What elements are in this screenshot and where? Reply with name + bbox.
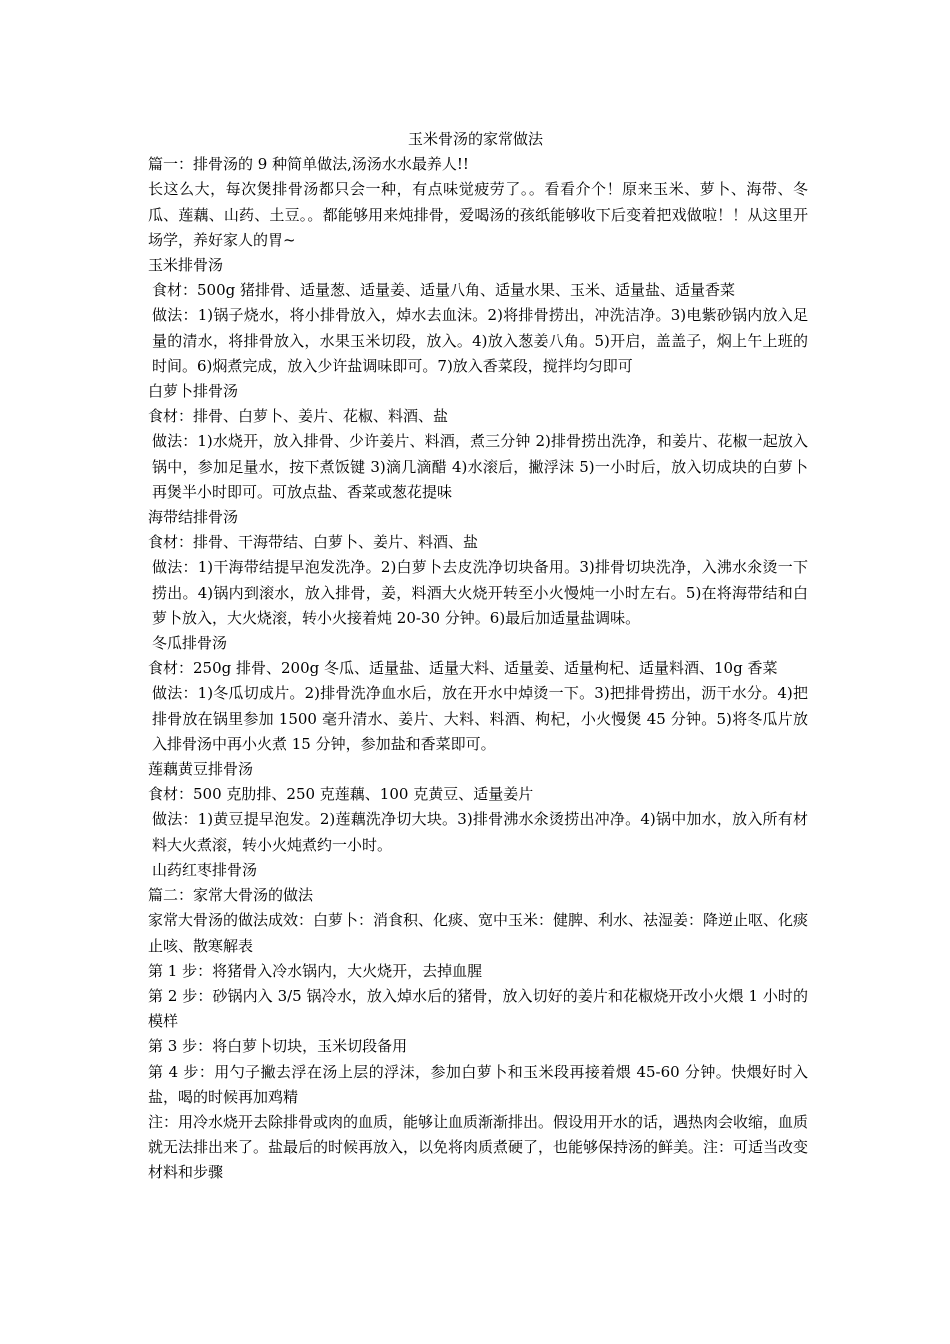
ingredients-lotus: 食材：500 克肋排、250 克莲藕、100 克黄豆、适量姜片 <box>148 785 534 804</box>
method-corn: 做法：1)锅子烧水，将小排骨放入，焯水去血沫。2)将排骨捞出，冲洗洁净。3)电紫砂锅内放入足量的清水，将排骨放入，水果玉米切段，放入。4)放入葱姜八角。5)开启，盖盖子，焖上午上班的时间。6)焖煮完成，放入少许盐调味即可。7)放入香菜段，搅拌均匀即可 <box>152 306 808 375</box>
ingredients-kelp: 食材：排骨、干海带结、白萝卜、姜片、料酒、盐 <box>148 533 479 552</box>
step-2: 第 2 步：砂锅内入 3/5 锅冷水，放入焯水后的猪骨，放入切好的姜片和花椒烧开改小火煨 1 小时的模样 <box>148 986 808 1031</box>
method-wintermelon: 做法：1)冬瓜切成片。2)排骨洗净血水后，放在开水中焯烫一下。3)把排骨捞出，沥干水分。4)把排骨放在锅里参加 1500 毫升清水、姜片、大料、料酒、枸杞，小火慢煲 45 分钟。5)将冬瓜片放入排骨汤中再小火煮 15 分钟，参加盐和香菜即可。 <box>152 684 808 753</box>
ingredients-wintermelon: 食材：250g 排骨、200g 冬瓜、适量盐、适量大料、适量姜、适量枸杞、适量料酒、10g 香菜 <box>148 659 778 678</box>
intro-paragraph: 长这么大，每次煲排骨汤都只会一种，有点味觉疲劳了。。看看介个！原来玉米、萝卜、海带、冬瓜、莲藕、山药、土豆。。都能够用来炖排骨，爱喝汤的孩纸能够收下后变着把戏做啦！！从这里开场学，养好家人的胃~ <box>148 180 808 249</box>
method-lotus: 做法：1)黄豆提早泡发。2)莲藕洗净切大块。3)排骨沸水氽烫捞出冲净。4)锅中加水，放入所有材料大火煮滚，转小火炖煮约一小时。 <box>152 810 808 854</box>
recipe-heading-corn: 玉米排骨汤 <box>148 256 224 275</box>
method-radish: 做法：1)水烧开，放入排骨、少许姜片、料酒，煮三分钟 2)排骨捞出洗净，和姜片、花椒一起放入锅中，参加足量水，按下煮饭键 3)滴几滴醋 4)水滚后，撇浮沫 5)一小时后，放入切成块的白萝卜再煲半小时即可。可放点盐、香菜或葱花提味 <box>152 432 808 501</box>
section-heading-part-one: 篇一：排骨汤的 9 种简单做法,汤汤水水最养人!! <box>148 155 469 174</box>
document-page <box>143 127 808 1186</box>
step-3: 第 3 步：将白萝卜切块，玉米切段备用 <box>148 1037 408 1056</box>
bone-soup-benefits: 家常大骨汤的做法成效：白萝卜：消食积、化痰、宽中玉米：健脾、利水、祛湿姜：降逆止呕、化痰止咳、散寒解表 <box>148 911 809 955</box>
ingredients-radish: 食材：排骨、白萝卜、姜片、花椒、料酒、盐 <box>148 407 449 426</box>
recipe-heading-yam: 山药红枣排骨汤 <box>152 860 258 879</box>
step-1: 第 1 步：将猪骨入冷水锅内，大火烧开，去掉血腥 <box>148 961 483 980</box>
ingredients-corn: 食材：500g 猪排骨、适量葱、适量姜、适量八角、适量水果、玉米、适量盐、适量香菜 <box>152 281 736 300</box>
document-title: 玉米骨汤的家常做法 <box>407 130 543 148</box>
recipe-heading-kelp: 海带结排骨汤 <box>148 508 239 527</box>
step-4: 第 4 步：用勺子撇去浮在汤上层的浮沫，参加白萝卜和玉米段再接着煨 45-60 分钟。快煨好时入盐，喝的时候再加鸡精 <box>148 1062 808 1106</box>
recipe-heading-wintermelon: 冬瓜排骨汤 <box>152 634 228 653</box>
recipe-heading-lotus: 莲藕黄豆排骨汤 <box>148 760 254 779</box>
closing-note: 注：用冷水烧开去除排骨或肉的血质，能够让血质渐渐排出。假设用开水的话，遇热肉会收缩，血质就无法排出来了。盐最后的时候再放入，以免将肉质煮硬了，也能够保持汤的鲜美。注：可适当改变材料和步骤 <box>148 1112 809 1182</box>
recipe-heading-radish: 白萝卜排骨汤 <box>148 382 239 401</box>
section-heading-part-two: 篇二：家常大骨汤的做法 <box>148 886 314 905</box>
method-kelp: 做法：1)干海带结提早泡发洗净。2)白萝卜去皮洗净切块备用。3)排骨切块洗净，入沸水氽烫一下捞出。4)锅内到滚水，放入排骨，姜，料酒大火烧开转至小火慢炖一小时左右。5)在将海带结和白萝卜放入，大火烧滚，转小火接着炖 20-30 分钟。6)最后加适量盐调味。 <box>152 558 808 627</box>
